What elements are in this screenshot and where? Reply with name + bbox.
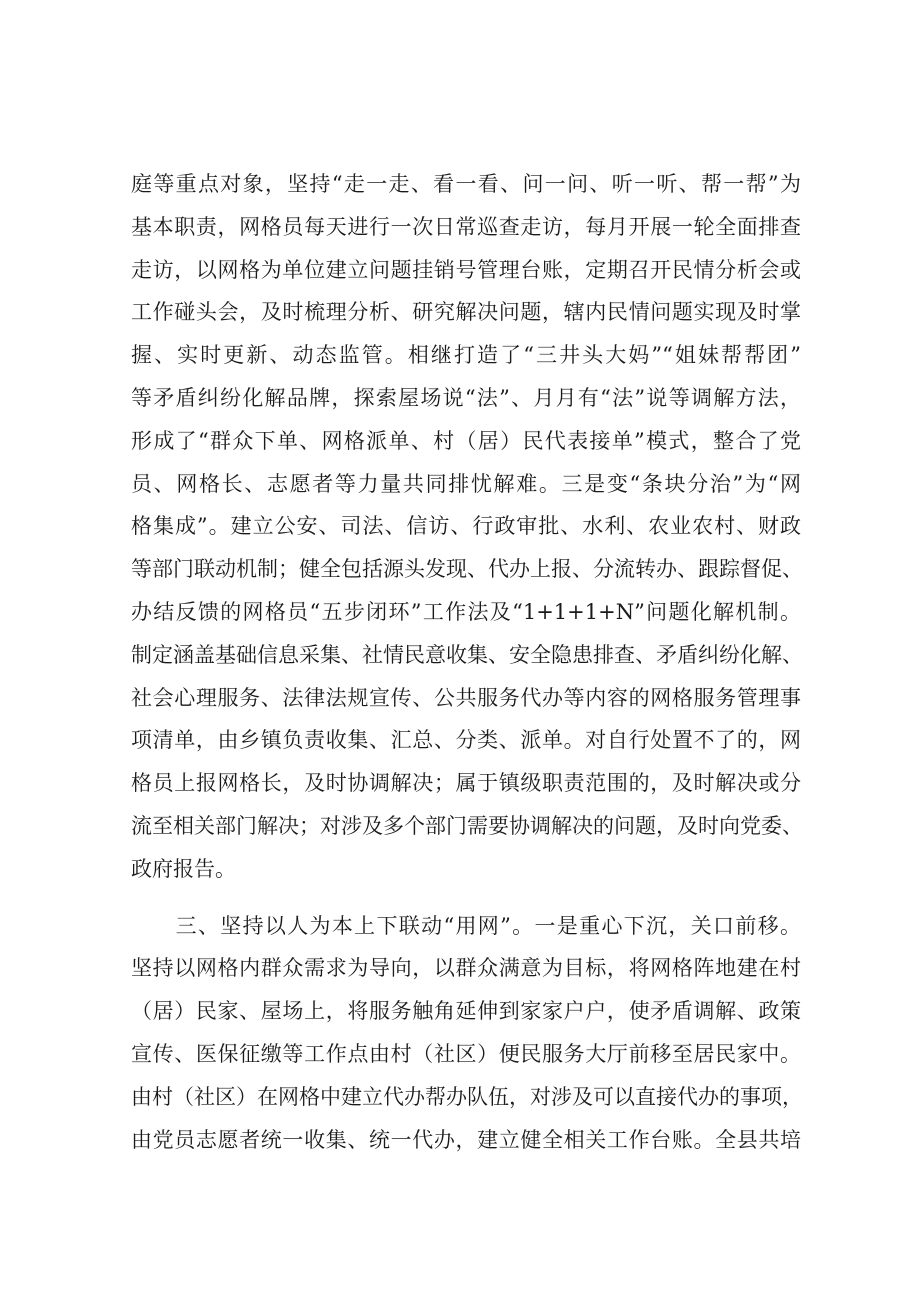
text-line: 办结反馈的网格员“五步闭环”工作法及“1+1+1+N”问题化解机制。 [131, 599, 801, 624]
text-line: 格员上报网格长，及时协调解决；属于镇级职责范围的，及时解决或分 [131, 771, 801, 796]
text-line: 由党员志愿者统一收集、统一代办，建立健全相关工作台账。全县共培 [131, 1127, 801, 1152]
text-line: 等矛盾纠纷化解品牌，探索屋场说“法”、月月有“法”说等调解方法， [131, 385, 801, 410]
text-line: 走访，以网格为单位建立问题挂销号管理台账，定期召开民情分析会或 [131, 257, 801, 282]
paragraph-spacer [131, 891, 801, 905]
paragraph-1 [131, 163, 801, 891]
text-line: 等部门联动机制；健全包括源头发现、代办上报、分流转办、跟踪督促、 [131, 557, 803, 582]
text-line: 握、实时更新、动态监管。相继打造了“三井头大妈”“姐妹帮帮团” [131, 343, 801, 368]
text-line: 庭等重点对象，坚持“走一走、看一看、问一问、听一听、帮一帮”为 [131, 172, 801, 196]
text-line: 坚持以网格内群众需求为导向，以群众满意为目标，将网格阵地建在村 [131, 956, 801, 981]
text-line: 三、坚持以人为本上下联动“用网”。一是重心下沉，关口前移。 [131, 913, 801, 938]
text-line: 由村（社区）在网格中建立代办帮办队伍，对涉及可以直接代办的事项， [131, 1084, 803, 1109]
text-line: 格集成”。建立公安、司法、信访、行政审批、水利、农业农村、财政 [131, 514, 801, 539]
text-line: 形成了“群众下单、网格派单、村（居）民代表接单”模式，整合了党 [131, 428, 801, 453]
paragraph-2 [131, 905, 801, 1162]
text-line: 项清单，由乡镇负责收集、汇总、分类、派单。对自行处置不了的，网 [131, 728, 801, 753]
text-line: 制定涵盖基础信息采集、社情民意收集、安全隐患排查、矛盾纠纷化解、 [131, 642, 803, 667]
text-line: 社会心理服务、法律法规宣传、公共服务代办等内容的网格服务管理事 [131, 685, 801, 710]
text-line: 基本职责，网格员每天进行一次日常巡查走访，每月开展一轮全面排查 [131, 214, 801, 239]
document-body [131, 163, 801, 1161]
text-line: 工作碰头会，及时梳理分析、研究解决问题，辖内民情问题实现及时掌 [131, 300, 801, 325]
text-line: 流至相关部门解决；对涉及多个部门需要协调解决的问题，及时向党委、 [131, 813, 803, 838]
text-line: 员、网格长、志愿者等力量共同排忧解难。三是变“条块分治”为“网 [131, 471, 801, 496]
text-line: （居）民家、屋场上，将服务触角延伸到家家户户，使矛盾调解、政策 [131, 999, 801, 1024]
text-line: 宣传、医保征缴等工作点由村（社区）便民服务大厅前移至居民家中。 [131, 1041, 801, 1066]
text-line: 政府报告。 [131, 856, 236, 881]
